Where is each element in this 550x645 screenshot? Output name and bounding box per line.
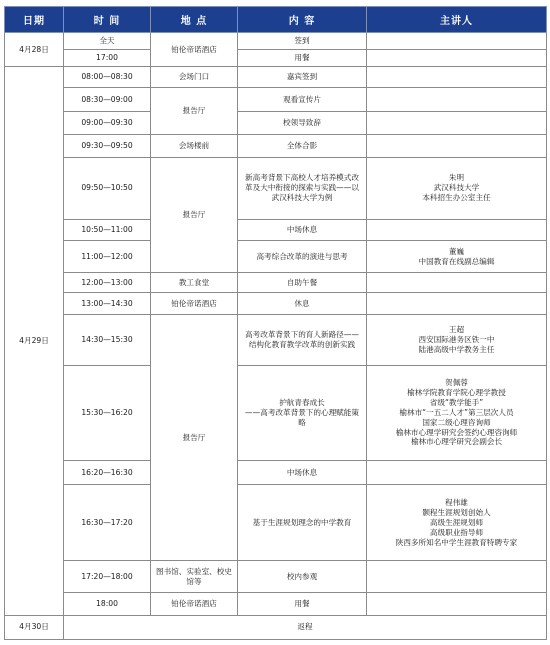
speaker-cell	[367, 219, 547, 240]
table-row	[5, 157, 547, 219]
text-line: 签到	[294, 36, 310, 46]
text-line: 榆林市“一五二人才”第三层次人员	[399, 407, 514, 417]
speaker-cell	[367, 157, 547, 219]
place-cell: 会场门口	[151, 67, 238, 88]
table-row	[5, 561, 547, 592]
content-cell	[238, 33, 367, 50]
schedule-table	[4, 6, 547, 640]
content-cell	[238, 88, 367, 112]
content-cell	[238, 157, 367, 219]
text-line: 结构化教育教学改革的创新实践	[248, 339, 356, 349]
text-line: 基于生涯规划理念的中学教育	[252, 517, 352, 527]
text-line: 革及大中衔接的探索与实践——以	[245, 183, 359, 193]
speaker-cell	[367, 240, 547, 272]
table-row	[5, 615, 547, 639]
text-line: 陆港高级中学教务主任	[418, 344, 495, 354]
content-cell: 返程	[64, 615, 547, 639]
text-line: 程伟雄	[445, 498, 468, 508]
speaker-cell	[367, 485, 547, 561]
content-cell	[238, 461, 367, 485]
content-cell	[238, 365, 367, 460]
text-line: 中国教育在线副总编辑	[418, 256, 495, 266]
text-line: 朱明	[448, 173, 465, 183]
text-line: 王超	[448, 325, 465, 335]
time-cell: 14:30—15:30	[64, 315, 151, 365]
place-cell: 报告厅	[151, 315, 238, 561]
time-cell: 16:20—16:30	[64, 461, 151, 485]
time-cell: 12:00—13:00	[64, 273, 151, 293]
speaker-cell	[367, 33, 547, 50]
date-cell: 4月29日	[5, 67, 64, 616]
content-cell	[238, 67, 367, 88]
time-cell: 18:00	[64, 592, 151, 615]
content-cell	[238, 50, 367, 67]
text-line: 本科招生办公室主任	[422, 193, 491, 203]
speaker-cell	[367, 461, 547, 485]
text-line: 高考改革背景下的育人新路径——	[245, 330, 359, 340]
text-line: 中场休息	[286, 467, 318, 477]
text-line: 榆林学院教育学院心理学教授	[407, 388, 506, 398]
content-cell	[238, 219, 367, 240]
speaker-cell	[367, 315, 547, 365]
content-cell	[238, 112, 367, 135]
text-line: 武汉科技大学	[433, 183, 480, 193]
table-row	[5, 293, 547, 315]
text-line: 中场休息	[286, 224, 318, 234]
time-cell: 全天	[64, 33, 151, 50]
time-cell: 15:30—16:20	[64, 365, 151, 460]
table-row	[5, 135, 547, 157]
header-date: 日期	[5, 7, 64, 33]
speaker-cell	[367, 365, 547, 460]
speaker-cell	[367, 67, 547, 88]
time-cell: 17:20—18:00	[64, 561, 151, 592]
header-place: 地 点	[151, 7, 238, 33]
speaker-cell	[367, 88, 547, 112]
place-cell: 铂伦帝诺酒店	[151, 592, 238, 615]
text-line: 嘉宾签到	[286, 72, 318, 82]
content-cell	[238, 315, 367, 365]
text-line: 西安国际港务区铁一中	[418, 334, 495, 344]
speaker-cell	[367, 592, 547, 615]
content-cell	[238, 240, 367, 272]
text-line: 颢程生涯规划创始人	[422, 508, 491, 517]
time-cell: 17:00	[64, 50, 151, 67]
content-cell	[238, 561, 367, 592]
text-line: 休息	[294, 298, 310, 308]
text-line: 省级“教学能手”	[429, 397, 484, 407]
time-cell: 08:00—08:30	[64, 67, 151, 88]
table-row	[5, 461, 547, 485]
text-line: 贺佩蓉	[445, 378, 468, 388]
header-time: 时 间	[64, 7, 151, 33]
table-row	[5, 219, 547, 240]
text-line: 自助午餐	[286, 277, 318, 287]
time-cell: 09:30—09:50	[64, 135, 151, 157]
text-line: 陕西多所知名中学生涯教育特聘专家	[395, 537, 518, 547]
time-cell: 10:50—11:00	[64, 219, 151, 240]
table-row	[5, 273, 547, 293]
speaker-cell	[367, 50, 547, 67]
text-line: 全体合影	[286, 141, 318, 151]
text-line: 观看宣传片	[283, 94, 321, 104]
text-line: 新高考背景下高校人才培养模式改	[245, 173, 359, 183]
text-line: 校领导致辞	[283, 118, 321, 128]
table-row	[5, 33, 547, 50]
text-line: 略	[298, 417, 306, 427]
table-row	[5, 88, 547, 112]
table-header-row	[5, 7, 547, 33]
speaker-cell	[367, 273, 547, 293]
date-cell: 4月28日	[5, 33, 64, 67]
table-row	[5, 365, 547, 460]
text-line: 用餐	[294, 53, 310, 63]
place-cell: 会场楼前	[151, 135, 238, 157]
time-cell: 09:50—10:50	[64, 157, 151, 219]
content-cell	[238, 273, 367, 293]
text-line: ——高考改革背景下的心理赋能策	[245, 407, 359, 417]
text-line: 校内参观	[286, 571, 318, 581]
content-cell	[238, 293, 367, 315]
place-cell: 铂伦帝诺酒店	[151, 33, 238, 67]
speaker-cell	[367, 135, 547, 157]
content-cell	[238, 135, 367, 157]
table-row	[5, 112, 547, 135]
place-cell: 铂伦帝诺酒店	[151, 293, 238, 315]
text-line: 董巍	[448, 246, 465, 256]
date-cell: 4月30日	[5, 615, 64, 639]
text-line: 榆林市心理学研究会签约心理咨询师	[395, 427, 518, 437]
time-cell: 16:30—17:20	[64, 485, 151, 561]
content-cell	[238, 485, 367, 561]
place-cell: 报告厅	[151, 88, 238, 135]
header-content: 内 容	[238, 7, 367, 33]
text-line: 护航青春成长	[279, 397, 325, 407]
table-row	[5, 50, 547, 67]
table-row	[5, 240, 547, 272]
time-cell: 11:00—12:00	[64, 240, 151, 272]
text-line: 用餐	[294, 598, 310, 608]
speaker-cell	[367, 561, 547, 592]
table-row	[5, 485, 547, 561]
place-cell: 图书馆、实验室、校史馆等	[151, 561, 238, 592]
place-cell: 报告厅	[151, 157, 238, 273]
table-row	[5, 315, 547, 365]
table-row	[5, 592, 547, 615]
text-line: 高考综合改革的演进与思考	[256, 251, 348, 261]
text-line: 武汉科技大学为例	[271, 193, 333, 203]
speaker-cell	[367, 293, 547, 315]
table-row	[5, 67, 547, 88]
content-cell	[238, 592, 367, 615]
place-cell: 教工食堂	[151, 273, 238, 293]
text-line: 国家二级心理咨询师	[422, 417, 491, 427]
text-line: 高级职业指导师	[429, 527, 484, 537]
text-line: 高级生涯规划师	[429, 517, 484, 527]
time-cell: 13:00—14:30	[64, 293, 151, 315]
speaker-cell	[367, 112, 547, 135]
time-cell: 08:30—09:00	[64, 88, 151, 112]
time-cell: 09:00—09:30	[64, 112, 151, 135]
header-speaker: 主讲人	[367, 7, 547, 33]
text-line: 榆林市心理学研究会副会长	[410, 437, 503, 447]
